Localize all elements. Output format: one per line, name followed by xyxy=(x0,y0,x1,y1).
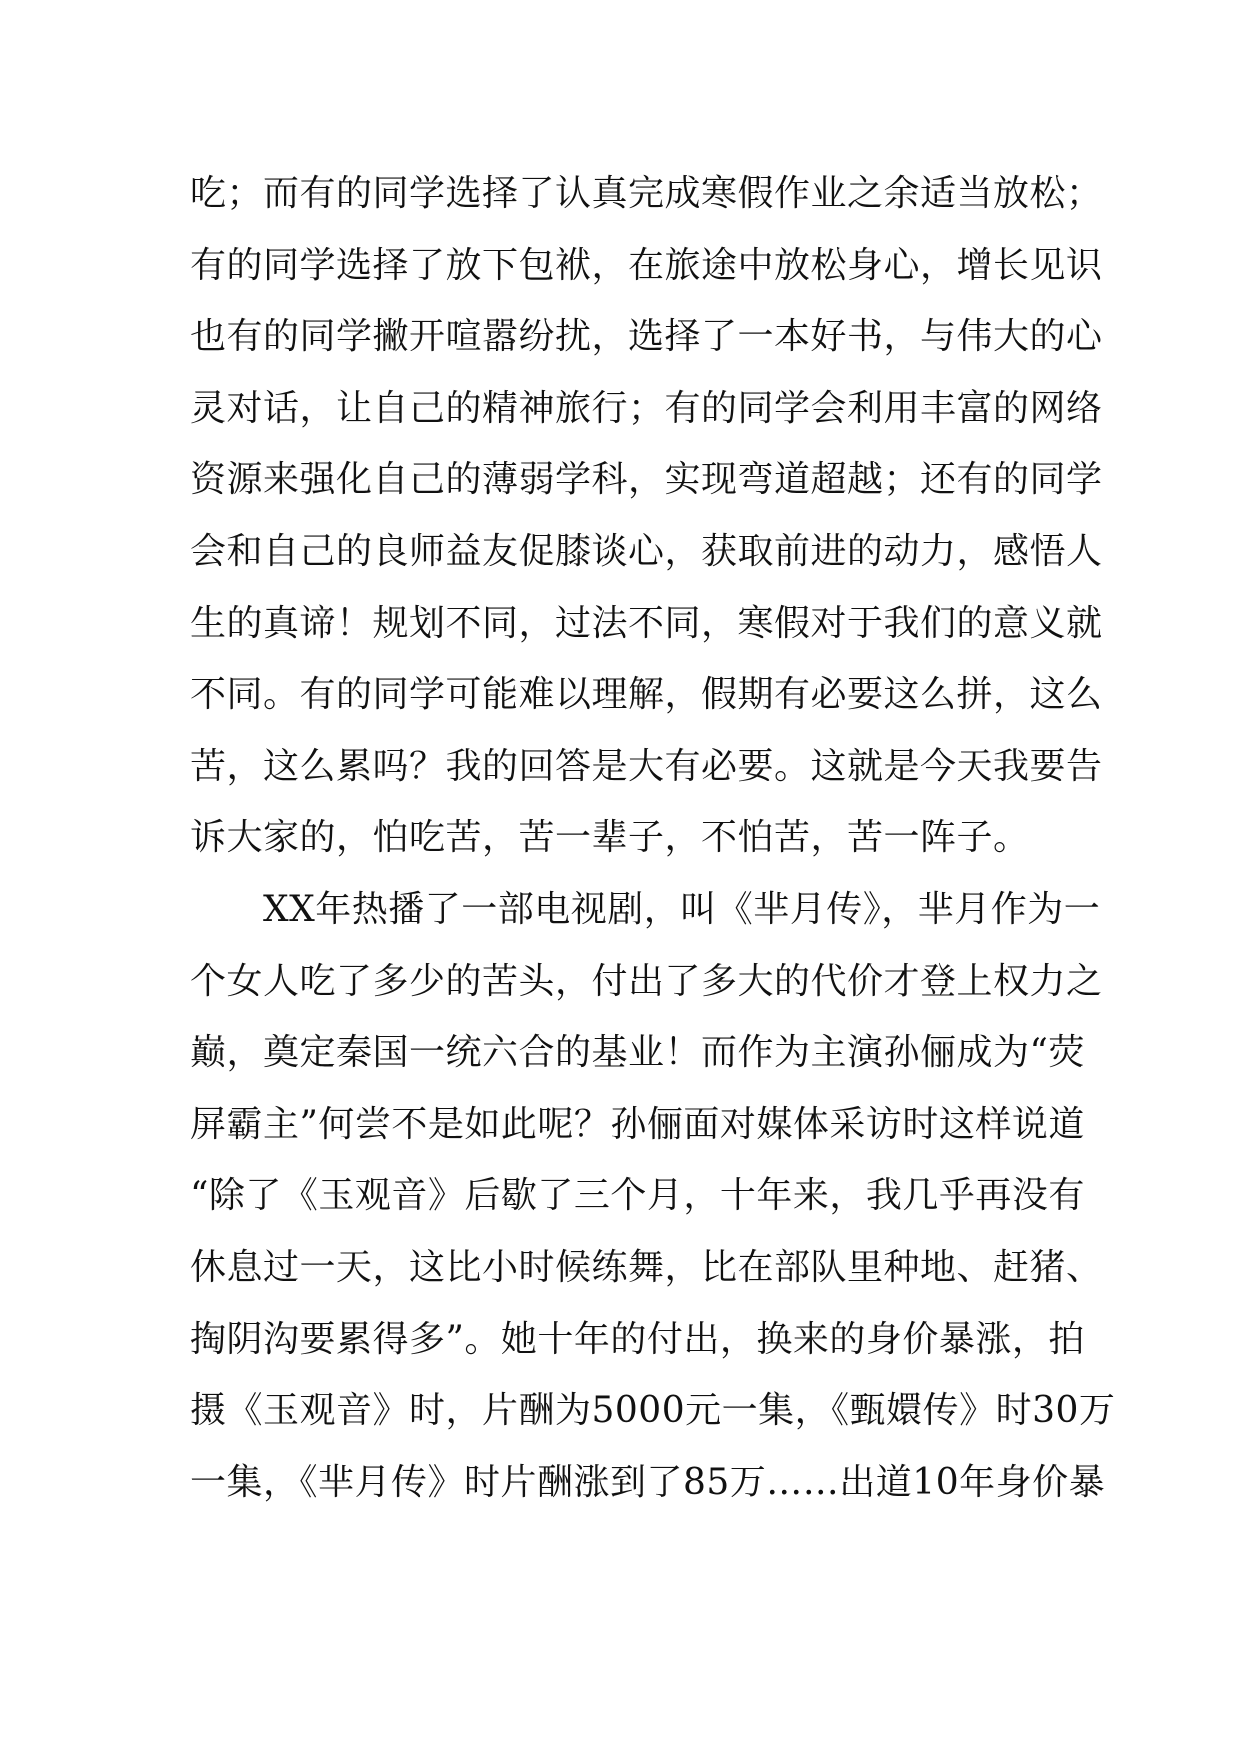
text-line: XX年热播了一部电视剧，叫《芈月传》，芈月作为一 xyxy=(190,888,1101,930)
text-line: 一集，《芈月传》时片酬涨到了85万……出道10年身价暴 xyxy=(190,1461,1106,1503)
text-line: 不同。有的同学可能难以理解，假期有必要这么拼，这么 xyxy=(190,674,1103,716)
text-line: 有的同学选择了放下包袱，在旅途中放松身心，增长见识 xyxy=(190,244,1103,286)
text-line: 摄《玉观音》时，片酬为5000元一集，《甄嬛传》时30万 xyxy=(190,1390,1116,1432)
text-line: 休息过一天，这比小时候练舞，比在部队里种地、赶猪、 xyxy=(190,1246,1103,1288)
text-line: 会和自己的良师益友促膝谈心，获取前进的动力，感悟人 xyxy=(190,530,1103,572)
text-line: 也有的同学撇开喧嚣纷扰，选择了一本好书，与伟大的心 xyxy=(190,316,1103,358)
text-line: 掏阴沟要累得多”。她十年的付出，换来的身价暴涨，拍 xyxy=(190,1318,1085,1360)
body-text xyxy=(190,158,1116,1518)
text-line: 个女人吃了多少的苦头，付出了多大的代价才登上权力之 xyxy=(190,960,1103,1002)
text-line: 巅，奠定秦国一统六合的基业！而作为主演孙俪成为“荧 xyxy=(190,1032,1085,1074)
text-line: 资源来强化自己的薄弱学科，实现弯道超越；还有的同学 xyxy=(190,459,1103,501)
text-line: 灵对话，让自己的精神旅行；有的同学会利用丰富的网络 xyxy=(190,387,1103,429)
text-line: 生的真谛！规划不同，过法不同，寒假对于我们的意义就 xyxy=(190,602,1103,644)
text-line: 屏霸主”何尝不是如此呢？孙俪面对媒体采访时这样说道 xyxy=(190,1103,1085,1145)
text-line: 苦，这么累吗？我的回答是大有必要。这就是今天我要告 xyxy=(190,745,1103,787)
text-line: “除了《玉观音》后歇了三个月，十年来，我几乎再没有 xyxy=(190,1175,1085,1217)
text-line: 诉大家的，怕吃苦，苦一辈子，不怕苦，苦一阵子。 xyxy=(190,817,1030,859)
text-line: 吃；而有的同学选择了认真完成寒假作业之余适当放松； xyxy=(190,173,1103,214)
